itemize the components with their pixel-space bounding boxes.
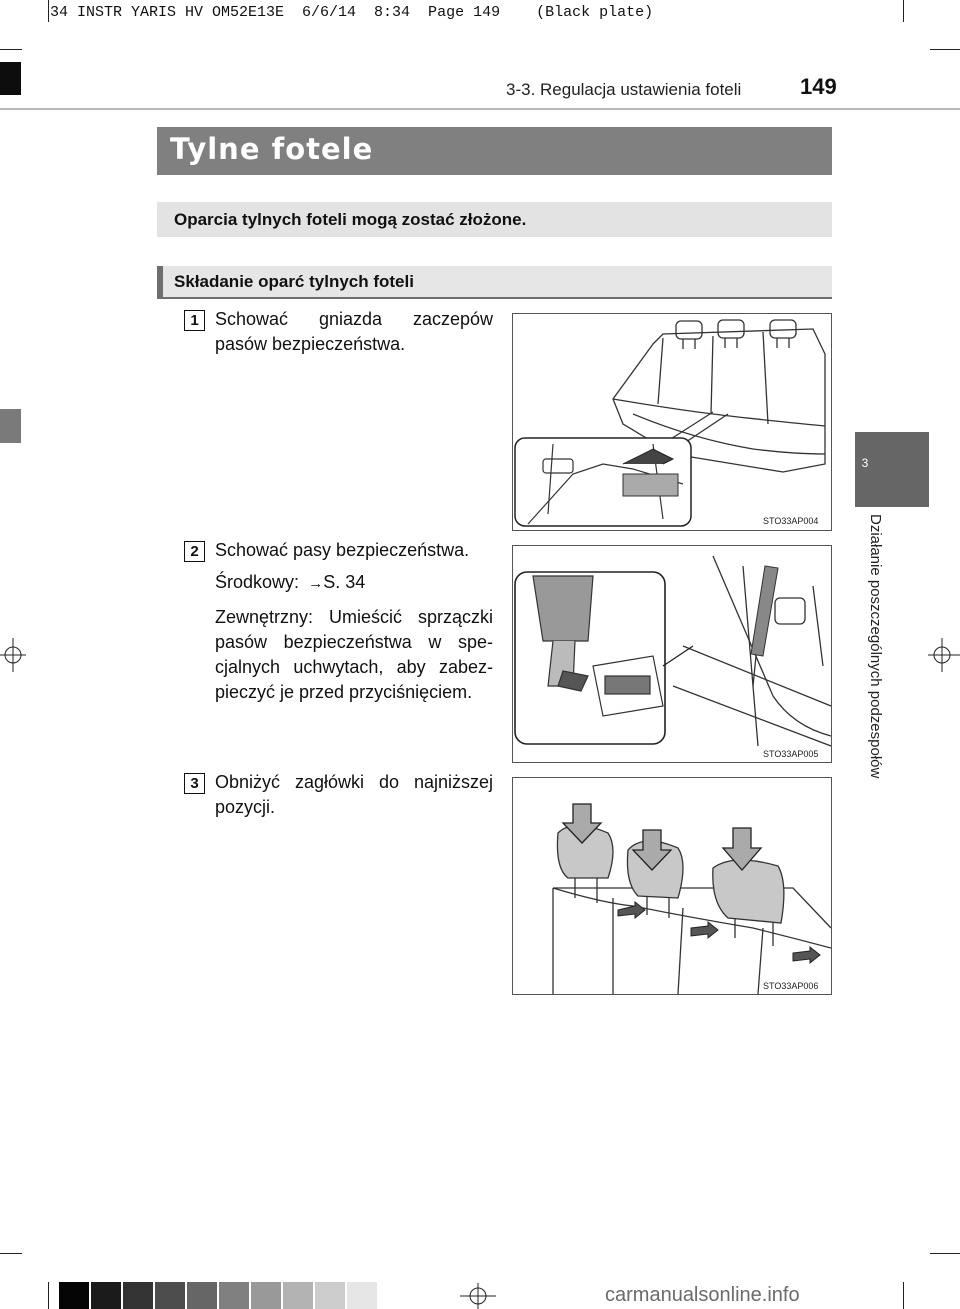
- section-label: 3-3. Regulacja ustawienia foteli: [506, 80, 742, 99]
- crop-mark: [0, 49, 22, 50]
- page-reference-link: S. 34: [323, 572, 366, 592]
- thumb-tab-gray: [0, 409, 21, 443]
- registration-mark: [0, 638, 26, 672]
- step-line: Obniżyć zagłówki do najniższej: [215, 772, 493, 792]
- figure-code: STO33AP006: [763, 981, 819, 991]
- center-label: Środkowy:: [215, 572, 300, 592]
- thumb-tab-black: [0, 62, 21, 95]
- registration-mark: [928, 638, 960, 672]
- crop-mark: [930, 1253, 960, 1254]
- headrest-illustration: [513, 778, 831, 994]
- page-title: Tylne fotele: [170, 132, 374, 166]
- page-number: 149: [800, 74, 837, 99]
- figure-headrests-lowered: [512, 777, 832, 995]
- arrow-right-icon: →: [304, 575, 324, 592]
- color-swatch: [347, 1282, 377, 1309]
- figure-outer-belt-holder: [512, 545, 832, 763]
- figure-code: STO33AP004: [763, 516, 819, 526]
- watermark: carmanualsonline.info: [605, 1284, 800, 1306]
- step-line: Zewnętrzny: Umieścić sprzączki: [215, 607, 493, 627]
- crop-mark: [930, 49, 960, 50]
- crop-mark: [0, 1253, 22, 1254]
- step-line: pasów bezpieczeństwa w spe-: [215, 632, 493, 652]
- step-line: cjalnych uchwytach, aby zabez-: [215, 657, 493, 677]
- step-1-text: [215, 307, 493, 357]
- center-belt-note: [215, 570, 365, 596]
- crop-mark: [48, 1282, 49, 1309]
- belt-illustration: [513, 546, 831, 762]
- color-swatch: [251, 1282, 281, 1309]
- color-swatch: [283, 1282, 313, 1309]
- figure-rear-seat-buckles: [512, 313, 832, 531]
- step-number: 1: [184, 310, 205, 331]
- step-number: 3: [184, 773, 205, 794]
- step-line: Schować gniazda zaczepów: [215, 309, 493, 329]
- step-2-text: Schować pasy bezpieczeństwa.: [215, 540, 470, 560]
- step-line: pieczyć je przed przyciśnięciem.: [215, 682, 473, 702]
- registration-mark: [460, 1283, 496, 1309]
- color-swatch: [59, 1282, 89, 1309]
- color-swatch: [187, 1282, 217, 1309]
- step-3-text: [215, 770, 493, 820]
- color-swatch: [155, 1282, 185, 1309]
- chapter-number: 3: [861, 456, 869, 470]
- color-swatch: [315, 1282, 345, 1309]
- outer-belt-note: [215, 605, 493, 705]
- step-line: pasów bezpieczeństwa.: [215, 334, 406, 354]
- subheading: Składanie oparć tylnych foteli: [174, 272, 414, 291]
- crop-mark: [48, 0, 49, 22]
- color-swatch: [91, 1282, 121, 1309]
- print-slug: 34 INSTR YARIS HV OM52E13E 6/6/14 8:34 Page 149 (Black plate): [50, 4, 654, 21]
- intro-text: Oparcia tylnych foteli mogą zostać złożone.: [174, 210, 527, 229]
- color-swatch: [219, 1282, 249, 1309]
- chapter-title: Działanie poszczególnych podzespołów: [867, 514, 884, 779]
- step-line: pozycji.: [215, 797, 276, 817]
- color-swatch: [123, 1282, 153, 1309]
- crop-mark: [903, 1282, 904, 1309]
- header-rule: [0, 108, 960, 110]
- step-number: 2: [184, 541, 205, 562]
- crop-mark: [903, 0, 904, 22]
- figure-code: STO33AP005: [763, 749, 819, 759]
- seat-illustration: [513, 314, 831, 530]
